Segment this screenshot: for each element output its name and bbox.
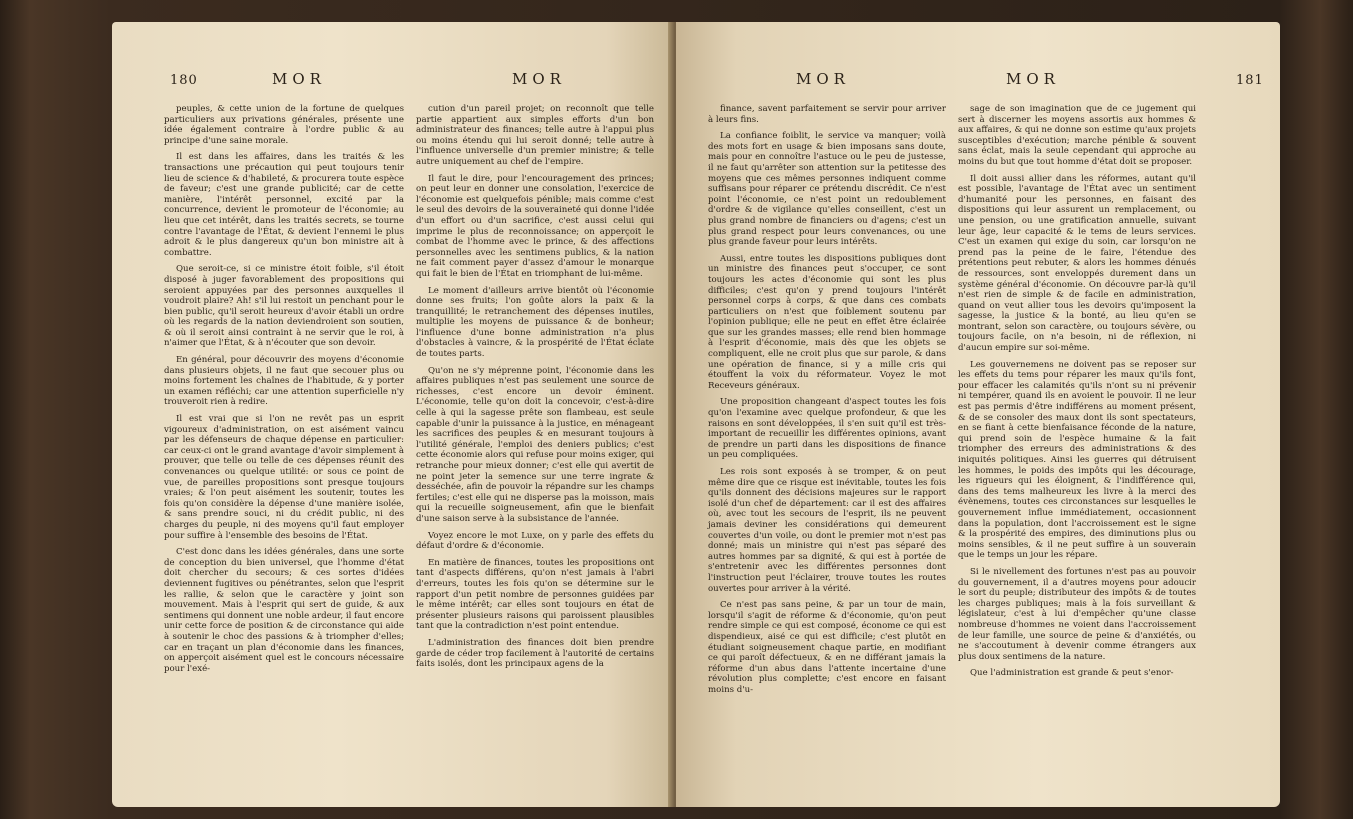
left-column-2 [416, 104, 654, 676]
right-running-head-1: MOR [796, 70, 850, 88]
paragraph: sage de son imagination que de ce jugement qui sert à discerner les moyens assortis aux hommes & aux affaires, & qui ne donne son estime qu'aux projets susceptibles d'exécution; marche pénible & souvent sans éclat, mais la seule cependant qui approche au moins du but que tout homme d'état doit se proposer. [958, 104, 1196, 167]
left-running-head-2: MOR [512, 70, 566, 88]
right-column-1 [708, 104, 946, 701]
left-running-head-1: MOR [272, 70, 326, 88]
paragraph: Si le nivellement des fortunes n'est pas au pouvoir du gouvernement, il a d'autres moyens pour adoucir le sort du peuple; distributeur des impôts & de toutes les charges publiques; mais à la fois surveillant & législateur, c'est à lui d'empêcher qu'une classe nombreuse d'hommes ne voient dans l'accroissement de leur famille, une source de peine & d'anxiétés, ou ne s'accoutument à devenir comme étrangers aux plus doux sentimens de la nature. [958, 566, 1196, 662]
paragraph: cution d'un pareil projet; on reconnoît que telle partie appartient aux simples efforts d'un bon administrateur des finances; telle autre à l'appui plus ou moins étendu qui lui seroit donné; telle autre à l'influence universelle d'un premier ministre; & telle autre uniquement au chef de l'empire. [416, 104, 654, 167]
paragraph: Les rois sont exposés à se tromper, & on peut même dire que ce risque est inévitable, toutes les fois qu'ils donnent des décisions majeures sur le rapport isolé d'un chef de département: car il est des affaires où, avec tout les secours de l'esprit, ils ne peuvent jamais deviner les considérations qui demeurent couvertes d'un voile, ou dont le premier mot n'est pas donné; mais un ministre qui n'est pas séparé des autres hommes par sa dignité, & qui est à portée de s'entretenir avec les différentes personnes dont l'instruction peut l'éclairer, trouve toutes les routes ouvertes pour arriver à la vérité. [708, 467, 946, 594]
paragraph: Aussi, entre toutes les dispositions publiques dont un ministre des finances peut s'occuper, ce sont toujours les actes d'économie qui sont les plus difficiles; c'est qu'on y prend toujours l'intérêt personnel corps à corps, & que dans ces combats particuliers on n'est que foiblement soutenu par l'opinion publique; elle ne peut en effet être éclairée que sur les grandes masses; elle rend bien hommage à l'esprit d'économie, mais dès que les objets se compliquent, elle ne croit plus que sur parole, & dans une opération de finance, si y a mille cris qui étouffent la voix du réformateur. Voyez le mot Receveurs généraux. [708, 253, 946, 391]
paragraph: Le moment d'ailleurs arrive bientôt où l'économie donne ses fruits; l'on goûte alors la paix & la tranquillité; le retranchement des dépenses inutiles, multiplie les moyens de puissance & de bonheur; l'influence d'une bonne administration n'a plus d'obstacles à vaincre, & la prospérité de l'État éclate de toutes parts. [416, 285, 654, 360]
paragraph: Les gouvernemens ne doivent pas se reposer sur les effets du tems pour réparer les maux qu'ils font, pour effacer les calamités qu'ils n'ont su ni prévenir ni tempérer, quand ils en avoient le pouvoir. Il ne leur est pas permis d'être indifférens au moment présent, & de se consoler des maux dont ils sont spectateurs, en se fiant à cette bienfaisance féconde de la nature, qui prend soin de l'espèce humaine & la fait triompher des erreurs des administrations & des iniquités politiques. Ainsi les guerres qui détruisent les hommes, le poids des impôts qui les décourage, les rigueurs qui les éloignent, & l'indifférence qui, dans des tems malheureux les livre à la merci des évènemens, toutes ces circonstances sur lesquelles le gouvernement influe immédiatement, occasionnent dans la population, dont l'accroissement est le signe & la prospérité des empires, des diminutions plus ou moins sensibles, & il ne peut suffire à un souverain que le temps un jour les répare. [958, 359, 1196, 561]
right-running-head-2: MOR [1006, 70, 1060, 88]
paragraph: finance, savent parfaitement se servir pour arriver à leurs fins. [708, 104, 946, 125]
paragraph: En général, pour découvrir des moyens d'économie dans plusieurs objets, il ne faut que secouer plus ou moins fortement les chaînes de l'habitude, & y porter un examen réfléchi; car une attention superficielle n'y trouveroit rien à redire. [164, 355, 404, 408]
paragraph: Il doit aussi allier dans les réformes, autant qu'il est possible, l'avantage de l'État avec un sentiment d'humanité pour les personnes, en faisant des dispositions qui leur assurent un remplacement, ou une pension, ou une gratification annuelle, suivant leur âge, leur capacité & le tems de leurs services. C'est un examen qui exige du soin, car lorsqu'on ne prend pas la peine de le faire, l'étendue des prétentions peut rebuter, & alors les hommes dénués de ressources, sont enveloppés durement dans un système général d'économie. On découvre par-là qu'il n'est rien de simple & de facile en administration, quand on veut allier tous les devoirs qu'imposent la sagesse, la justice & la bonté, au lieu qu'en se montrant, selon son caractère, ou toujours sévère, ou toujours facile, on n'a besoin, ni de réflexion, ni d'aucun empire sur soi-même. [958, 173, 1196, 354]
paragraph: La confiance foiblit, le service va manquer; voilà des mots fort en usage & bien imposans sans doute, mais pour en connoître l'astuce ou le peu de justesse, il ne faut qu'arrêter son attention sur la petitesse des moyens que ces mêmes personnes indiquent comme suffisans pour réparer ce prétendu discrédit. Ce n'est point l'économie, ce n'est point un redoublement d'ordre & de vigilance qu'elles conseillent, c'est un plus grand nombre de financiers ou d'agens; c'est un plus grand respect pour leurs convenances, ou une plus grande faveur pour leurs intérêts. [708, 131, 946, 248]
paragraph: Il faut le dire, pour l'encouragement des princes; on peut leur en donner une consolation, l'exercice de l'économie est quelquefois pénible; mais comme c'est le seul des devoirs de la souveraineté qui donne l'idée d'un effort ou d'un sacrifice, c'est aussi celui qui imprime le plus de reconnoissance; on apperçoit le combat de l'homme avec le prince, & des affections personnelles avec les sentimens publics, & la nation ne fait comment payer d'assez d'amour le monarque qui fait le bien de l'État en triomphant de lui-même. [416, 173, 654, 279]
paragraph: Il est dans les affaires, dans les traités & les transactions une précaution qui peut toujours tenir lieu de science & d'habileté, & procurera toute espèce de faveur; c'est une grande publicité; car de cette manière, l'intérêt personnel, excité par la concurrence, devient le promoteur de l'économie; au lieu que cet intérêt, dans les traités secrets, se tourne contre l'avantage de l'État, & devient l'ennemi le plus adroit & le plus dangereux qu'un bon ministre ait à combattre. [164, 152, 404, 258]
paragraph: Qu'on ne s'y méprenne point, l'économie dans les affaires publiques n'est pas seulement une source de richesses, c'est encore un devoir éminent. L'économie, telle qu'on doit la concevoir, c'est-à-dire celle à qui la sagesse prête son flambeau, est seule capable d'unir la puissance à la justice, en ménageant les sacrifices des peuples & en mesurant toujours à l'utilité générale, l'emploi des deniers publics; c'est cette économie alors qui refuse pour moins exiger, qui retranche pour mieux donner; c'est elle qui avertit de ne point jeter la semence sur une terre ingrate & desséchée, afin de pouvoir la répandre sur les champs fertiles; c'est elle qui ne disperse pas la moisson, mais qui la recueille soigneusement, afin que le bienfait d'une saison serve à la subsistance de l'année. [416, 365, 654, 524]
right-page-number: 181 [1236, 73, 1264, 88]
left-column-1 [164, 104, 404, 680]
paragraph: peuples, & cette union de la fortune de quelques particuliers aux privations générales, présente une idée également contraire à l'ordre public & au principe d'une saine morale. [164, 104, 404, 146]
paragraph: Que seroit-ce, si ce ministre étoit foible, s'il étoit disposé à juger favorablement des propositions qui seroient appuyées par des personnes auxquelles il voudroit plaire? Ah! s'il lui restoit un penchant pour le bien public, qu'il seroit heureux d'avoir établi un ordre où les regards de la nation deviendroient son soutien, & où il seroit ainsi contraint à ne servir que le roi, à n'aimer que l'État, & à n'écouter que son devoir. [164, 264, 404, 349]
paragraph: C'est donc dans les idées générales, dans une sorte de conception du bien universel, que l'homme d'état doit chercher du secours; & ces sortes d'idées deviennent fugitives ou pénétrantes, selon que l'esprit les rallie, & selon que le caractère y joint son mouvement. Mais à l'esprit qui sert de guide, & aux sentimens qui donnent une noble ardeur, il faut encore unir cette force de position & de circonstance qui aide à soutenir le choc des passions & à triompher d'elles; car en traçant un plan d'économie dans les finances, on apperçoit aisément quel est le concours nécessaire pour l'exé- [164, 547, 404, 674]
left-page [112, 22, 674, 807]
right-page [676, 22, 1280, 807]
paragraph: Ce n'est pas sans peine, & par un tour de main, lorsqu'il s'agit de réforme & d'économie, qu'on peut rendre simple ce qui est composé, économe ce qui est dispendieux, aisé ce qui est difficile; c'est plutôt en étudiant soigneusement chaque partie, en modifiant ce qui paroît défectueux, & en ne différant jamais la réforme d'un abus dans l'attente incertaine d'une révolution plus complette; c'est encore en faisant moins d'u- [708, 600, 946, 695]
paragraph: Voyez encore le mot Luxe, on y parle des effets du défaut d'ordre & d'économie. [416, 530, 654, 552]
right-column-2 [958, 104, 1196, 685]
paragraph: L'administration des finances doit bien prendre garde de céder trop facilement à l'autorité de certains faits isolés, dont les principaux agens de la [416, 637, 654, 670]
paragraph: Que l'administration est grande & peut s'enor- [970, 668, 1174, 679]
left-page-number: 180 [170, 73, 198, 88]
paragraph: Une proposition changeant d'aspect toutes les fois qu'on l'examine avec quelque profondeur, & que les raisons en sont développées, il s'en suit qu'il est très-important de recueillir les différentes opinions, avant de prendre un parti dans les dispositions de finance un peu compliquées. [708, 397, 946, 461]
paragraph: En matière de finances, toutes les propositions ont tant d'aspects différens, qu'on n'est jamais à l'abri d'erreurs, toutes les fois qu'on se détermine sur le rapport d'un petit nombre de personnes guidées par le même intérêt; car elles sont toujours en état de présenter plusieurs raisons qui paroissent plausibles tant que la contradiction n'est point entendue. [416, 557, 654, 632]
paragraph: Il est vrai que si l'on ne revêt pas un esprit vigoureux d'administration, on est aisément vaincu par les défenseurs de chaque dépense en particulier: car ceux-ci ont le grand avantage d'avoir simplement à prouver, que telle ou telle de ces dépenses réunit des convenances ou quelque utilité: or sous ce point de vue, de pareilles propositions sont presque toujours vraies; & l'on peut aisément les soutenir, toutes les fois qu'on considère la dépense d'une manière isolée, & sans prendre souci, ni du crédit public, ni des charges du peuple, ni des moyens qu'il faut employer pour suffire à l'ensemble des besoins de l'État. [164, 414, 404, 541]
